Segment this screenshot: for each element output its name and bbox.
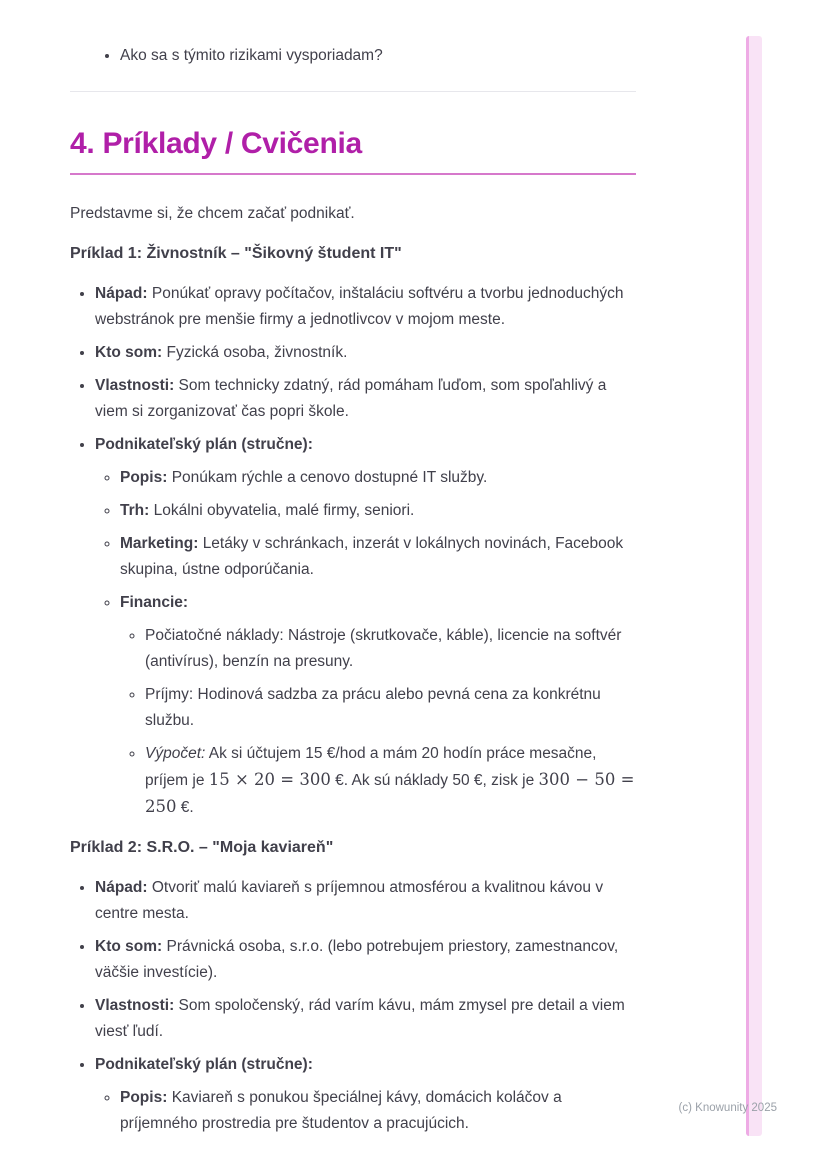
previous-section-list <box>70 43 636 69</box>
copyright-text: (c) Knowunity 2025 <box>678 1102 777 1114</box>
calc-text: Ak si účtujem 15 €/hod a mám 20 hodín práce mesačne, príjem je <box>145 745 597 789</box>
item-label: Vlastnosti: <box>95 997 175 1014</box>
calc-math-formula: 300 − 50 = 250 <box>145 770 635 816</box>
list-item <box>95 340 636 366</box>
calc-text: €. Ak sú náklady 50 €, zisk je <box>330 772 539 789</box>
lead-paragraph: Predstavme si, že chcem začať podnikať. <box>70 205 355 222</box>
item-text: Som technicky zdatný, rád pomáham ľuďom, som spoľahlivý a viem si zorganizovať čas popri škole. <box>95 377 607 420</box>
item-text: Ponúkať opravy počítačov, inštaláciu softvéru a tvorbu jednoduchých webstránok pre menšie firmy a jednotlivcov v mojom meste. <box>95 285 624 328</box>
item-label: Nápad: <box>95 879 148 896</box>
list-item <box>145 682 636 734</box>
item-label: Popis: <box>120 1089 168 1106</box>
list-item <box>95 281 636 333</box>
item-text: Otvoriť malú kaviareň s príjemnou atmosférou a kvalitnou kávou v centre mesta. <box>95 879 604 922</box>
document-content <box>70 43 636 1144</box>
business-plan-sublist <box>95 465 636 821</box>
example2-list <box>70 875 636 1137</box>
item-label: Kto som: <box>95 344 163 361</box>
calc-math-formula: 15 × 20 = 300 <box>208 770 331 789</box>
item-label-italic: Výpočet: <box>145 745 206 762</box>
list-item <box>120 1085 636 1137</box>
item-label: Nápad: <box>95 285 148 302</box>
item-text: Ponúkam rýchle a cenovo dostupné IT služby. <box>171 469 488 486</box>
item-label: Kto som: <box>95 938 163 955</box>
item-text: Letáky v schránkach, inzerát v lokálnych novinách, Facebook skupina, ústne odporúčania. <box>120 535 624 578</box>
list-item <box>120 531 636 583</box>
list-item <box>120 498 636 524</box>
item-text: Právnická osoba, s.r.o. (lebo potrebujem priestory, zamestnancov, väčšie investície). <box>95 938 619 981</box>
item-text: Ako sa s týmito rizikami vysporiadam? <box>120 47 383 64</box>
item-label: Financie: <box>120 594 189 611</box>
item-label: Vlastnosti: <box>95 377 175 394</box>
list-item <box>145 741 636 821</box>
list-item <box>120 465 636 491</box>
item-label: Marketing: <box>120 535 199 552</box>
item-label: Trh: <box>120 502 150 519</box>
section-heading: 4. Príklady / Cvičenia <box>70 127 362 160</box>
item-label: Podnikateľský plán (stručne): <box>95 436 313 453</box>
list-item <box>95 373 636 425</box>
page-margin-stripe <box>746 36 762 1136</box>
list-item <box>95 432 636 821</box>
list-item <box>95 993 636 1045</box>
item-text: Kaviareň s ponukou špeciálnej kávy, domácich koláčov a príjemného prostredia pre študentov a pracujúcich. <box>120 1089 562 1132</box>
list-item <box>120 43 636 69</box>
list-item <box>145 623 636 675</box>
business-plan-sublist <box>95 1085 636 1137</box>
example1-list <box>70 281 636 821</box>
item-text: Lokálni obyvatelia, malé firmy, seniori. <box>153 502 415 519</box>
calc-text: €. <box>176 799 194 816</box>
finance-sublist <box>120 623 636 821</box>
heading-underline <box>70 173 636 175</box>
list-item <box>95 1052 636 1137</box>
example1-title: Príklad 1: Živnostník – "Šikovný študent IT" <box>70 245 402 262</box>
example2-title: Príklad 2: S.R.O. – "Moja kaviareň" <box>70 839 334 856</box>
list-item <box>95 934 636 986</box>
list-item <box>95 875 636 927</box>
list-item <box>120 590 636 821</box>
section-divider <box>70 91 636 92</box>
item-label: Podnikateľský plán (stručne): <box>95 1056 313 1073</box>
item-text: Príjmy: Hodinová sadzba za prácu alebo pevná cena za konkrétnu službu. <box>145 686 601 729</box>
item-text: Fyzická osoba, živnostník. <box>166 344 348 361</box>
item-label: Popis: <box>120 469 168 486</box>
item-text: Som spoločenský, rád varím kávu, mám zmysel pre detail a viem viesť ľudí. <box>95 997 625 1040</box>
item-text: Počiatočné náklady: Nástroje (skrutkovače, káble), licencie na softvér (antivírus), benzín na presuny. <box>145 627 622 670</box>
